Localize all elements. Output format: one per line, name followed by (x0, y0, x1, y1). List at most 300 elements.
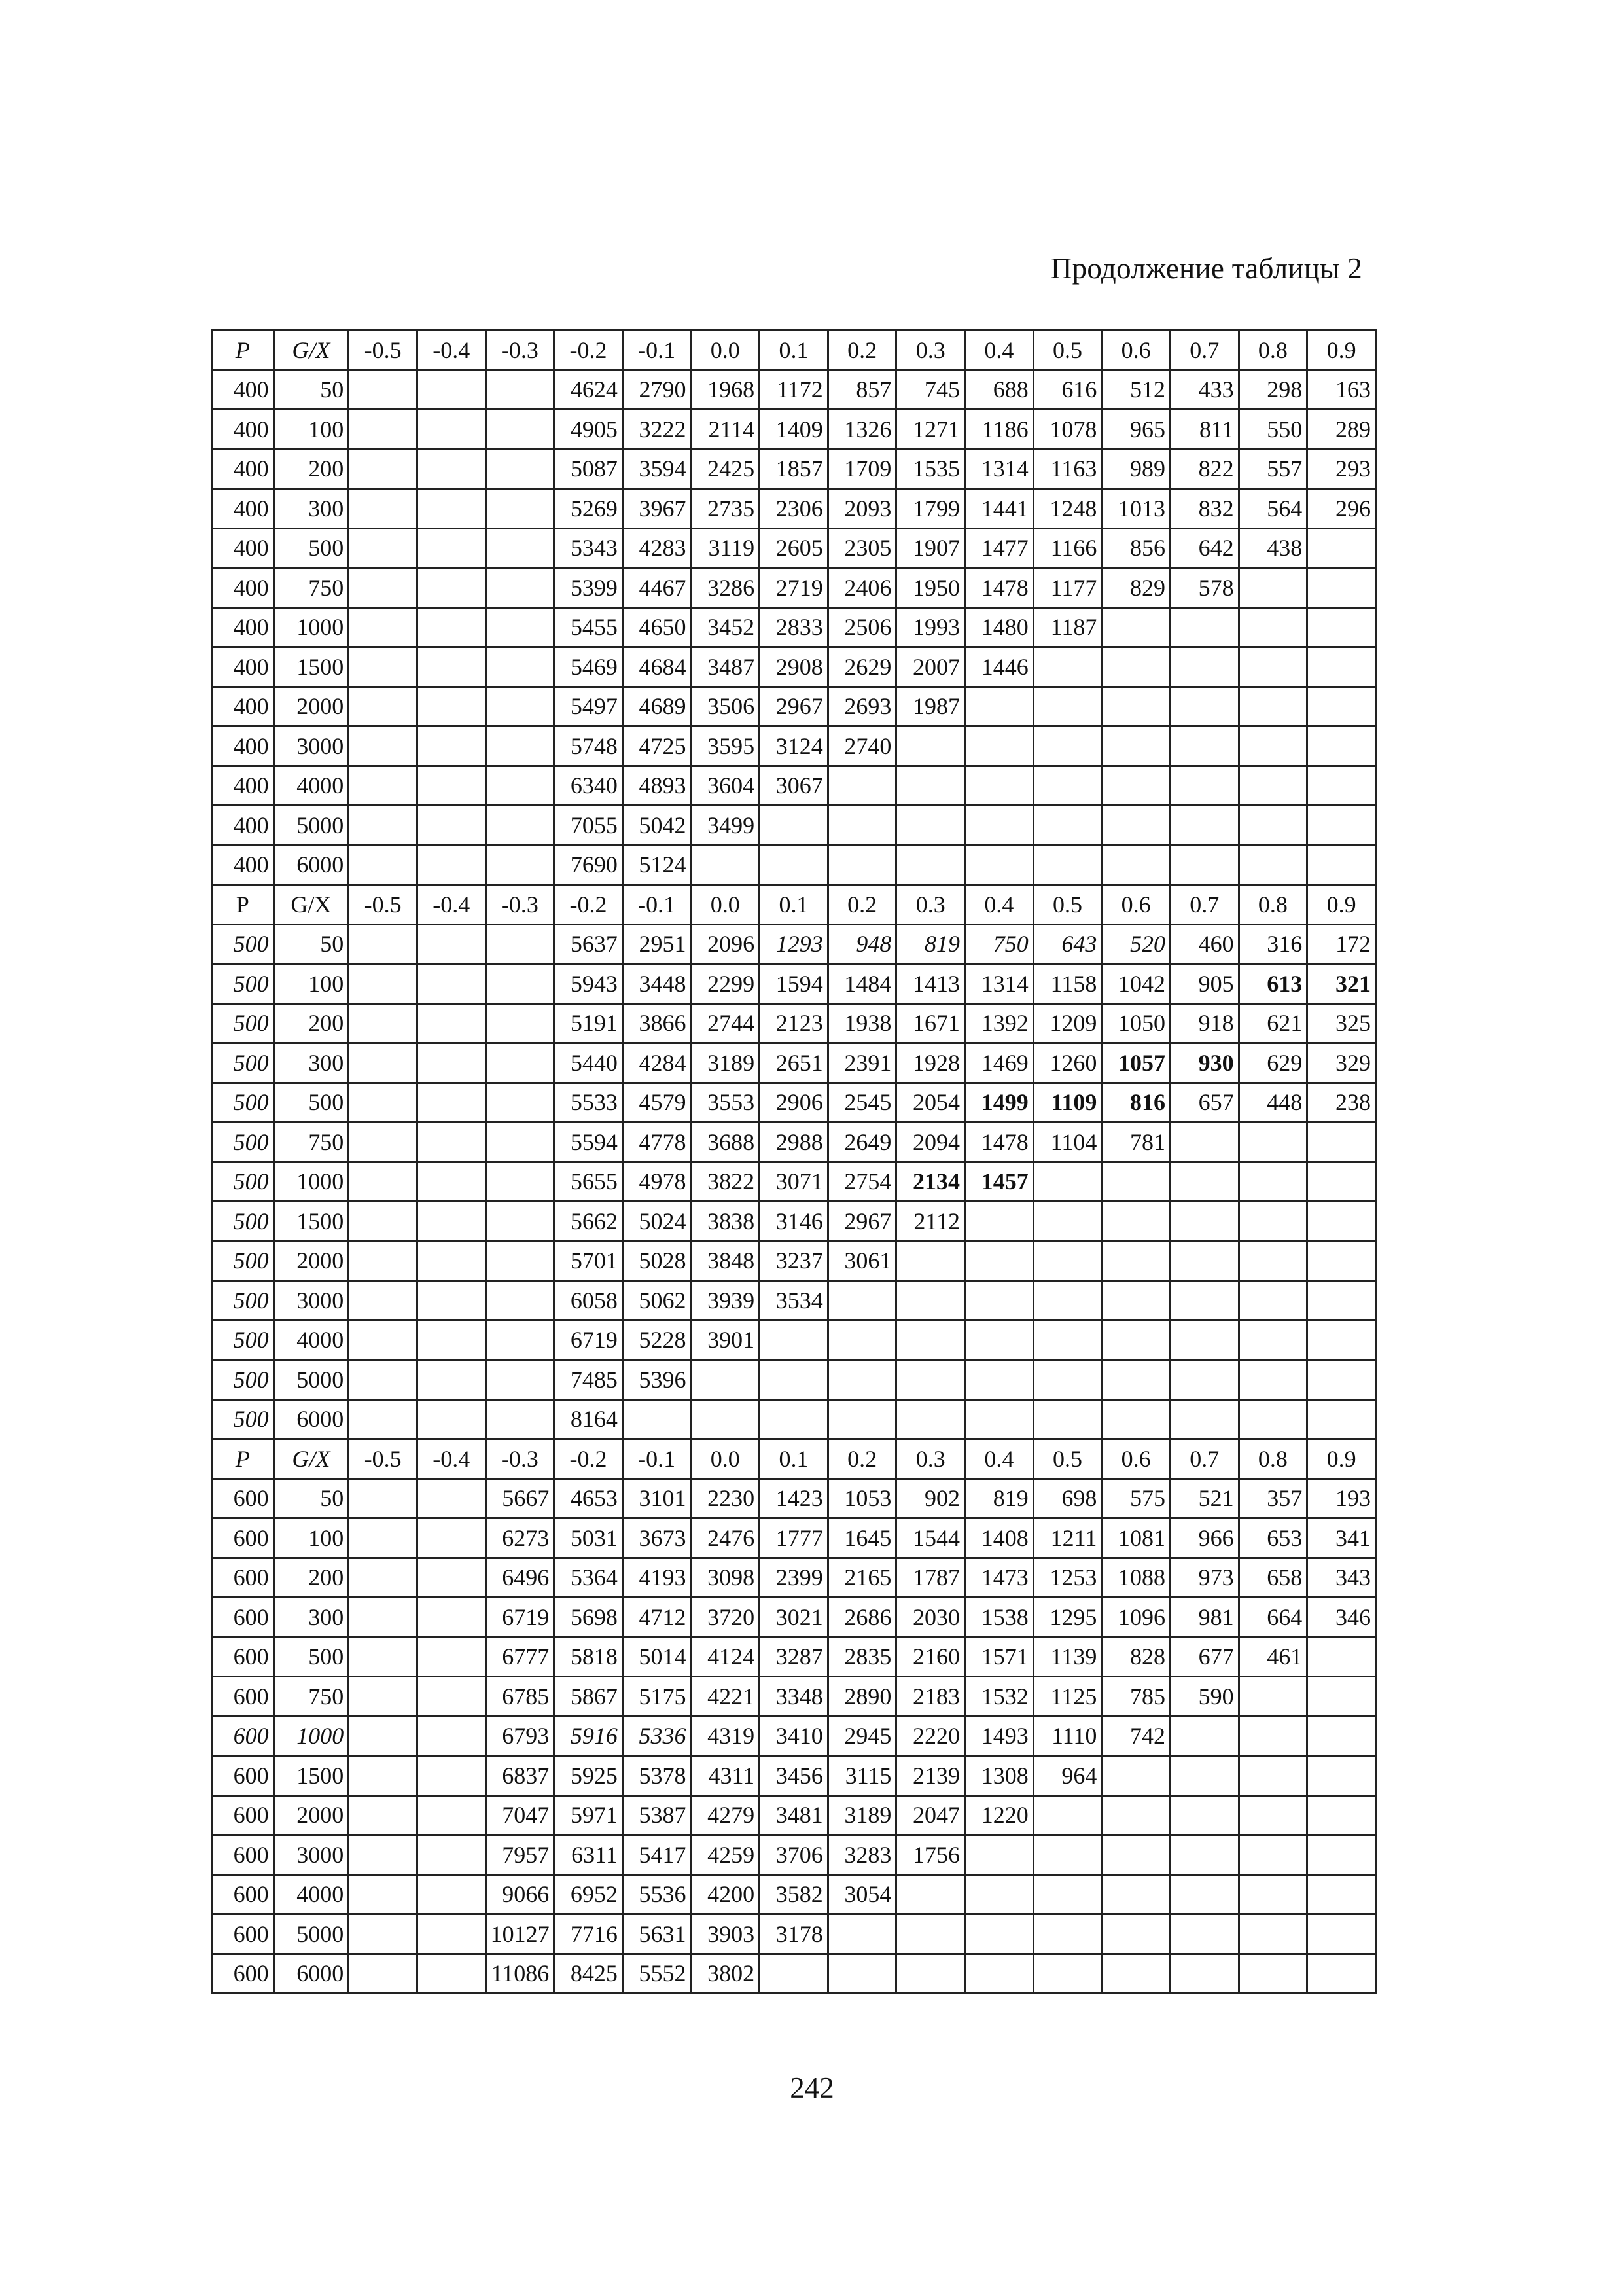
table-cell (349, 1677, 417, 1717)
header-cell-x: 0.4 (965, 885, 1034, 925)
table-row (212, 1954, 1376, 1994)
table-row (212, 1281, 1376, 1321)
cell-p: 400 (212, 845, 274, 885)
table-cell: 3604 (691, 766, 760, 806)
table-cell: 1187 (1033, 607, 1102, 647)
table-cell: 3021 (760, 1598, 828, 1638)
table-cell (1170, 1914, 1239, 1954)
table-cell (1170, 1795, 1239, 1835)
table-row (212, 1043, 1376, 1083)
table-cell (1033, 1241, 1102, 1281)
cell-gx: 2000 (274, 687, 349, 726)
table-cell: 1423 (760, 1479, 828, 1518)
table-cell (1102, 726, 1171, 766)
cell-p: 600 (212, 1677, 274, 1717)
table-cell (349, 449, 417, 489)
header-cell-x: -0.4 (417, 331, 485, 370)
cell-gx: 1000 (274, 607, 349, 647)
table-cell (1239, 726, 1307, 766)
table-cell: 1907 (896, 528, 965, 568)
table-cell (965, 687, 1034, 726)
table-cell: 5440 (554, 1043, 623, 1083)
table-cell (417, 410, 485, 450)
table-row (212, 1795, 1376, 1835)
table-cell: 4311 (691, 1756, 760, 1796)
table-cell: 7957 (485, 1835, 554, 1875)
table-cell: 1484 (828, 964, 896, 1004)
table-cell: 1186 (965, 410, 1034, 450)
table-cell (1307, 1281, 1376, 1321)
table-cell: 1478 (965, 1122, 1034, 1162)
table-cell (965, 1320, 1034, 1360)
table-row (212, 726, 1376, 766)
table-cell (896, 1281, 965, 1321)
header-cell-x: 0.3 (896, 885, 965, 925)
table-cell (896, 1914, 965, 1954)
table-cell: 1096 (1102, 1598, 1171, 1638)
table-row (212, 1479, 1376, 1518)
table-cell: 2391 (828, 1043, 896, 1083)
table-cell: 930 (1170, 1043, 1239, 1083)
table-cell: 3101 (622, 1479, 691, 1518)
cell-gx: 3000 (274, 1835, 349, 1875)
table-cell: 3061 (828, 1241, 896, 1281)
table-cell: 346 (1307, 1598, 1376, 1638)
table-row (212, 1241, 1376, 1281)
table-cell: 1478 (965, 568, 1034, 608)
table-cell: 3286 (691, 568, 760, 608)
table-cell: 1139 (1033, 1637, 1102, 1677)
table-cell (965, 1281, 1034, 1321)
table-cell (1239, 568, 1307, 608)
header-cell-x: 0.8 (1239, 331, 1307, 370)
table-cell: 1457 (965, 1162, 1034, 1202)
header-cell-x: -0.2 (554, 1439, 623, 1479)
table-cell (417, 528, 485, 568)
table-cell (1102, 845, 1171, 885)
table-cell (485, 1202, 554, 1242)
cell-p: 500 (212, 1043, 274, 1083)
table-cell: 1109 (1033, 1083, 1102, 1122)
table-cell: 512 (1102, 370, 1171, 410)
table-cell: 832 (1170, 489, 1239, 529)
table-cell (1307, 806, 1376, 846)
table-cell: 5497 (554, 687, 623, 726)
table-cell: 3967 (622, 489, 691, 529)
table-cell (485, 687, 554, 726)
table-cell (691, 1360, 760, 1400)
table-cell: 6058 (554, 1281, 623, 1321)
table-cell: 5378 (622, 1756, 691, 1796)
cell-p: 600 (212, 1637, 274, 1677)
table-cell: 4579 (622, 1083, 691, 1122)
cell-p: 500 (212, 964, 274, 1004)
table-cell (1307, 1874, 1376, 1914)
table-cell: 460 (1170, 924, 1239, 964)
table-cell (485, 449, 554, 489)
table-cell: 1088 (1102, 1558, 1171, 1598)
table-cell: 2299 (691, 964, 760, 1004)
table-cell (1170, 1162, 1239, 1202)
table-cell (1239, 687, 1307, 726)
cell-gx: 4000 (274, 1874, 349, 1914)
table-cell: 1671 (896, 1003, 965, 1043)
cell-gx: 1000 (274, 1162, 349, 1202)
table-cell: 1535 (896, 449, 965, 489)
table-cell: 4650 (622, 607, 691, 647)
table-cell (485, 726, 554, 766)
table-cell: 2649 (828, 1122, 896, 1162)
cell-gx: 100 (274, 1518, 349, 1558)
table-cell: 8164 (554, 1399, 623, 1439)
table-cell: 5062 (622, 1281, 691, 1321)
table-cell: 811 (1170, 410, 1239, 450)
table-row (212, 924, 1376, 964)
table-cell: 1787 (896, 1558, 965, 1598)
table-cell: 3866 (622, 1003, 691, 1043)
table-cell (1307, 687, 1376, 726)
table-cell: 664 (1239, 1598, 1307, 1638)
table-cell: 4279 (691, 1795, 760, 1835)
table-cell (1239, 1122, 1307, 1162)
table-cell (1307, 1360, 1376, 1400)
table-cell: 3595 (691, 726, 760, 766)
table-cell (1033, 647, 1102, 687)
table-cell: 1110 (1033, 1716, 1102, 1756)
table-cell: 289 (1307, 410, 1376, 450)
table-cell (485, 1083, 554, 1122)
table-cell: 7055 (554, 806, 623, 846)
table-cell: 642 (1170, 528, 1239, 568)
table-cell (417, 370, 485, 410)
table-cell: 1477 (965, 528, 1034, 568)
table-cell (485, 410, 554, 450)
table-cell (965, 1835, 1034, 1875)
table-cell: 329 (1307, 1043, 1376, 1083)
table-cell (828, 1281, 896, 1321)
table-cell: 3119 (691, 528, 760, 568)
table-cell: 3673 (622, 1518, 691, 1558)
table-cell (1239, 1756, 1307, 1796)
table-cell: 2425 (691, 449, 760, 489)
header-cell-x: 0.6 (1102, 885, 1171, 925)
cell-p: 500 (212, 1360, 274, 1400)
table-cell: 2030 (896, 1598, 965, 1638)
table-cell (1102, 607, 1171, 647)
cell-gx: 1000 (274, 1716, 349, 1756)
table-cell (417, 1320, 485, 1360)
table-cell: 238 (1307, 1083, 1376, 1122)
table-cell (1307, 1756, 1376, 1796)
table-cell: 816 (1102, 1083, 1171, 1122)
cell-p: 400 (212, 806, 274, 846)
table-cell (760, 845, 828, 885)
table-cell (1102, 647, 1171, 687)
table-cell: 3582 (760, 1874, 828, 1914)
header-cell-x: 0.8 (1239, 885, 1307, 925)
table-cell: 520 (1102, 924, 1171, 964)
table-cell: 1314 (965, 964, 1034, 1004)
cell-gx: 750 (274, 568, 349, 608)
table-cell: 316 (1239, 924, 1307, 964)
table-cell (1307, 528, 1376, 568)
table-cell (417, 1003, 485, 1043)
table-cell: 5042 (622, 806, 691, 846)
table-cell: 2967 (760, 687, 828, 726)
table-cell (417, 1479, 485, 1518)
table-cell: 578 (1170, 568, 1239, 608)
table-cell: 1177 (1033, 568, 1102, 608)
table-cell (485, 489, 554, 529)
table-cell: 5748 (554, 726, 623, 766)
table-cell: 1756 (896, 1835, 965, 1875)
table-cell: 1326 (828, 410, 896, 450)
table-cell: 1709 (828, 449, 896, 489)
table-cell (417, 1558, 485, 1598)
table-cell: 5701 (554, 1241, 623, 1281)
table-cell: 343 (1307, 1558, 1376, 1598)
table-cell (965, 1874, 1034, 1914)
table-cell (760, 1954, 828, 1994)
table-row (212, 845, 1376, 885)
table-cell (417, 1043, 485, 1083)
table-cell (349, 528, 417, 568)
page-number: 242 (790, 2072, 834, 2104)
table-cell: 564 (1239, 489, 1307, 529)
table-cell (349, 1122, 417, 1162)
cell-p: 500 (212, 1122, 274, 1162)
table-cell: 905 (1170, 964, 1239, 1004)
table-cell: 1408 (965, 1518, 1034, 1558)
table-cell (1170, 1756, 1239, 1796)
header-cell-x: -0.1 (622, 885, 691, 925)
table-cell (349, 1637, 417, 1677)
table-cell (349, 1241, 417, 1281)
table-cell (1307, 1835, 1376, 1875)
cell-p: 600 (212, 1914, 274, 1954)
table-cell: 2740 (828, 726, 896, 766)
table-cell: 2651 (760, 1043, 828, 1083)
table-cell (485, 1320, 554, 1360)
table-cell (349, 806, 417, 846)
table-cell (965, 845, 1034, 885)
table-cell (622, 1399, 691, 1439)
table-cell: 781 (1102, 1122, 1171, 1162)
table-cell: 5028 (622, 1241, 691, 1281)
table-cell: 5655 (554, 1162, 623, 1202)
table-cell: 1172 (760, 370, 828, 410)
table-cell: 2165 (828, 1558, 896, 1598)
table-row (212, 410, 1376, 450)
table-cell (1102, 1281, 1171, 1321)
table-cell (485, 964, 554, 1004)
cell-gx: 200 (274, 1003, 349, 1043)
table-cell (349, 1202, 417, 1242)
table-cell: 857 (828, 370, 896, 410)
table-row (212, 1320, 1376, 1360)
table-cell: 4467 (622, 568, 691, 608)
table-cell (417, 1360, 485, 1400)
table-cell: 4283 (622, 528, 691, 568)
table-cell: 2988 (760, 1122, 828, 1162)
cell-p: 400 (212, 568, 274, 608)
table-cell: 828 (1102, 1637, 1171, 1677)
header-cell-x: -0.1 (622, 1439, 691, 1479)
cell-gx: 5000 (274, 1360, 349, 1400)
cell-p: 400 (212, 766, 274, 806)
table-cell (417, 687, 485, 726)
table-cell (349, 1914, 417, 1954)
header-cell-p: P (212, 1439, 274, 1479)
table-row (212, 370, 1376, 410)
cell-p: 600 (212, 1479, 274, 1518)
header-cell-x: 0.0 (691, 331, 760, 370)
table-cell (1033, 1874, 1102, 1914)
table-cell (1239, 1320, 1307, 1360)
table-row (212, 1122, 1376, 1162)
table-cell (1033, 1914, 1102, 1954)
table-cell (417, 1677, 485, 1717)
table-cell (1307, 1716, 1376, 1756)
table-cell (349, 924, 417, 964)
table-cell (1033, 766, 1102, 806)
table-cell: 902 (896, 1479, 965, 1518)
table-cell (1239, 1241, 1307, 1281)
table-cell (349, 726, 417, 766)
table-cell: 1293 (760, 924, 828, 964)
cell-p: 600 (212, 1518, 274, 1558)
table-cell (1307, 647, 1376, 687)
table-cell: 4893 (622, 766, 691, 806)
table-cell: 822 (1170, 449, 1239, 489)
table-cell (485, 1043, 554, 1083)
table-cell: 2054 (896, 1083, 965, 1122)
table-row (212, 449, 1376, 489)
table-cell: 4193 (622, 1558, 691, 1598)
table-cell: 1938 (828, 1003, 896, 1043)
table-cell: 6777 (485, 1637, 554, 1677)
table-cell: 2047 (896, 1795, 965, 1835)
cell-p: 500 (212, 1281, 274, 1321)
cell-p: 600 (212, 1756, 274, 1796)
table-cell (965, 1399, 1034, 1439)
table-cell (1102, 806, 1171, 846)
table-cell (417, 1518, 485, 1558)
table-cell: 1081 (1102, 1518, 1171, 1558)
table-cell: 1158 (1033, 964, 1102, 1004)
table-cell: 5191 (554, 1003, 623, 1043)
table-cell: 3124 (760, 726, 828, 766)
table-cell (417, 1914, 485, 1954)
table-cell (1307, 1162, 1376, 1202)
table-cell (1239, 1677, 1307, 1717)
table-cell (760, 806, 828, 846)
table-cell: 829 (1102, 568, 1171, 608)
table-cell (349, 1598, 417, 1638)
table-cell (1102, 1835, 1171, 1875)
table-cell (417, 449, 485, 489)
table-header-row (212, 331, 1376, 370)
table-cell (1102, 1795, 1171, 1835)
table-cell: 3481 (760, 1795, 828, 1835)
table-cell: 2693 (828, 687, 896, 726)
table-row (212, 1083, 1376, 1122)
table-cell: 1532 (965, 1677, 1034, 1717)
cell-p: 400 (212, 449, 274, 489)
header-cell-x: 0.1 (760, 1439, 828, 1479)
table-cell (485, 845, 554, 885)
table-cell (1033, 1795, 1102, 1835)
table-cell (896, 766, 965, 806)
table-cell: 3456 (760, 1756, 828, 1796)
table-cell (349, 1043, 417, 1083)
table-cell: 5343 (554, 528, 623, 568)
cell-p: 600 (212, 1716, 274, 1756)
table-cell (965, 1202, 1034, 1242)
table-cell: 1308 (965, 1756, 1034, 1796)
table-cell: 5925 (554, 1756, 623, 1796)
header-cell-x: 0.2 (828, 885, 896, 925)
table-cell: 2305 (828, 528, 896, 568)
table-cell: 981 (1170, 1598, 1239, 1638)
table-cell: 3594 (622, 449, 691, 489)
table-cell: 1645 (828, 1518, 896, 1558)
table-cell: 5552 (622, 1954, 691, 1994)
table-cell: 4684 (622, 647, 691, 687)
table-cell: 1571 (965, 1637, 1034, 1677)
header-cell-p: P (212, 885, 274, 925)
table-cell: 172 (1307, 924, 1376, 964)
table-cell (485, 924, 554, 964)
table-cell: 4712 (622, 1598, 691, 1638)
table-row (212, 568, 1376, 608)
table-cell: 298 (1239, 370, 1307, 410)
table-cell: 10127 (485, 1914, 554, 1954)
table-cell: 5916 (554, 1716, 623, 1756)
header-cell-x: 0.6 (1102, 1439, 1171, 1479)
table-cell: 5698 (554, 1598, 623, 1638)
table-cell (1033, 1281, 1102, 1321)
header-cell-x: 0.1 (760, 331, 828, 370)
table-cell (485, 370, 554, 410)
table-cell (1307, 1637, 1376, 1677)
table-cell: 989 (1102, 449, 1171, 489)
table-cell: 1473 (965, 1558, 1034, 1598)
header-cell-x: 0.5 (1033, 1439, 1102, 1479)
table-cell (1102, 1756, 1171, 1796)
table-cell (1239, 647, 1307, 687)
table-cell (1033, 845, 1102, 885)
header-cell-p: P (212, 331, 274, 370)
table-cell: 7485 (554, 1360, 623, 1400)
table-cell (1307, 1677, 1376, 1717)
table-cell (349, 1716, 417, 1756)
table-cell: 1125 (1033, 1677, 1102, 1717)
header-cell-x: 0.2 (828, 331, 896, 370)
cell-p: 600 (212, 1835, 274, 1875)
table-cell: 1253 (1033, 1558, 1102, 1598)
table-cell: 5364 (554, 1558, 623, 1598)
table-cell: 3071 (760, 1162, 828, 1202)
cell-p: 500 (212, 1202, 274, 1242)
table-row (212, 1162, 1376, 1202)
header-cell-x: 0.7 (1170, 1439, 1239, 1479)
table-cell (896, 845, 965, 885)
header-cell-x: -0.3 (485, 1439, 554, 1479)
table-cell: 8425 (554, 1954, 623, 1994)
header-cell-x: -0.3 (485, 331, 554, 370)
cell-p: 400 (212, 607, 274, 647)
